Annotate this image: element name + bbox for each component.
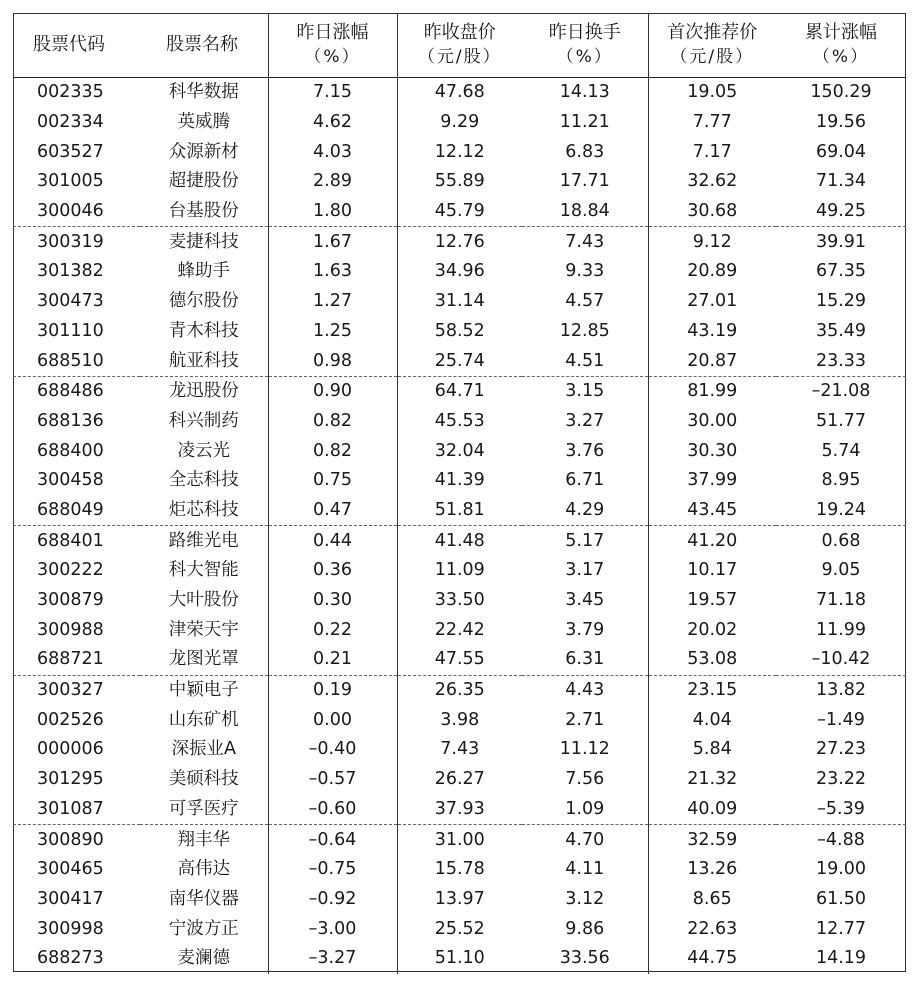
first-recommend-price-cell: 43.19: [648, 317, 776, 347]
turnover-cell: 11.12: [559, 739, 610, 760]
header-label: 昨日换手: [548, 22, 621, 43]
cumulative-change-cell: 8.95: [821, 470, 861, 491]
stock-name-cell: 蜂助手: [177, 261, 230, 282]
stock-name-cell: 科华数据: [168, 82, 239, 103]
header-turnover: [522, 13, 648, 78]
stock-name-cell: 麦捷科技: [168, 231, 239, 252]
turnover-cell: 3.12: [565, 888, 605, 909]
first-recommend-price-cell: 40.09: [648, 795, 776, 825]
first-recommend-price-cell: 19.05: [648, 78, 776, 108]
turnover-cell: 3.15: [565, 381, 605, 402]
stock-code-cell: 688273: [37, 948, 104, 969]
close-price-cell: 45.53: [397, 407, 522, 437]
cumulative-change-cell: 9.05: [821, 560, 861, 581]
first-recommend-price-cell: 8.65: [648, 885, 776, 915]
table-row: [13, 675, 906, 705]
stock-name-cell: 可孚医疗: [140, 795, 268, 825]
stock-code-cell: 300222: [37, 560, 104, 581]
cumulative-change-cell: 71.34: [815, 171, 867, 192]
close-price-cell: 51.10: [397, 944, 522, 974]
close-price-cell: 41.39: [397, 466, 522, 496]
first-recommend-price-cell: 30.00: [648, 407, 776, 437]
stock-name-cell: 翔丰华: [177, 829, 230, 850]
turnover-cell: 17.71: [559, 171, 610, 192]
daily-change-cell: 0.00: [268, 705, 397, 735]
daily-change-cell: –0.60: [268, 795, 397, 825]
daily-change-cell: 0.90: [268, 376, 397, 406]
table-row: [13, 526, 906, 556]
cumulative-change-cell: 11.99: [815, 619, 867, 640]
stock-name-cell: 众源新材: [168, 141, 239, 162]
daily-change-cell: –0.64: [268, 825, 397, 855]
close-price-cell: 26.27: [397, 765, 522, 795]
cumulative-change-cell: 19.00: [815, 859, 867, 880]
close-price-cell: 25.52: [397, 914, 522, 944]
first-recommend-price-cell: 7.17: [648, 137, 776, 167]
stock-code-cell: 300327: [37, 680, 104, 701]
turnover-cell: 11.21: [559, 112, 610, 133]
turnover-cell: 3.76: [565, 440, 605, 461]
close-price-cell: 55.89: [397, 167, 522, 197]
cumulative-change-cell: –5.39: [776, 795, 906, 825]
daily-change-cell: –0.57: [268, 765, 397, 795]
stock-code-cell: 688401: [37, 530, 104, 551]
daily-change-cell: –3.00: [268, 914, 397, 944]
turnover-cell: 3.45: [565, 590, 605, 611]
first-recommend-price-cell: 19.57: [648, 586, 776, 616]
close-price-cell: 15.78: [397, 855, 522, 885]
table-row: [13, 705, 906, 735]
first-recommend-price-cell: 44.75: [648, 944, 776, 974]
stock-name-cell: 龙迅股份: [168, 381, 239, 402]
stock-code-cell: 300890: [37, 829, 104, 850]
stock-code-cell: 301295: [37, 769, 104, 790]
close-price-cell: 47.68: [397, 78, 522, 108]
stock-name-cell: 深振业A: [171, 739, 236, 760]
stock-name-cell: 宁波方正: [168, 918, 239, 939]
cumulative-change-cell: –1.49: [817, 709, 865, 730]
turnover-cell: 3.79: [565, 619, 605, 640]
close-price-cell: 58.52: [397, 317, 522, 347]
header-label: 累计涨幅: [805, 22, 877, 43]
stock-name-cell: 科兴制药: [168, 410, 239, 431]
stock-code-cell: 300458: [37, 470, 104, 491]
table-row: [13, 556, 906, 586]
stock-code-cell: 603527: [37, 141, 104, 162]
turnover-cell: 18.84: [522, 197, 648, 227]
close-price-cell: 3.98: [397, 705, 522, 735]
daily-change-cell: 7.15: [268, 78, 397, 108]
daily-change-cell: 1.27: [268, 287, 397, 317]
close-price-cell: 22.42: [397, 615, 522, 645]
first-recommend-price-cell: 30.30: [648, 436, 776, 466]
header-unit: （%）: [304, 47, 361, 67]
first-recommend-price-cell: 53.08: [648, 645, 776, 675]
stock-name-cell: 青木科技: [168, 320, 239, 341]
daily-change-cell: 0.19: [268, 675, 397, 705]
first-recommend-price-cell: 7.77: [648, 108, 776, 138]
first-recommend-price-cell: 22.63: [648, 914, 776, 944]
header-unit: （%）: [812, 47, 870, 67]
table-row: [13, 257, 906, 287]
turnover-cell: 1.09: [522, 795, 648, 825]
first-recommend-price-cell: 43.45: [648, 496, 776, 526]
header-row: [13, 13, 906, 78]
stock-name-cell: 津荣天宇: [168, 619, 239, 640]
close-price-cell: 64.71: [397, 376, 522, 406]
first-recommend-price-cell: 41.20: [648, 526, 776, 556]
table-row: [13, 137, 906, 167]
table-row: [13, 615, 906, 645]
close-price-cell: 12.12: [397, 137, 522, 167]
stock-code-cell: 688486: [37, 381, 104, 402]
stock-code-cell: 300998: [37, 918, 104, 939]
first-recommend-price-cell: 21.32: [648, 765, 776, 795]
close-price-cell: 7.43: [397, 735, 522, 765]
header-cumulative-change: [776, 13, 906, 78]
cumulative-change-cell: 27.23: [815, 739, 867, 760]
daily-change-cell: –0.92: [268, 885, 397, 915]
header-label: 首次推荐价: [667, 22, 758, 43]
turnover-cell: 14.13: [559, 82, 610, 103]
stock-code-cell: 688510: [13, 346, 140, 376]
daily-change-cell: 0.82: [268, 436, 397, 466]
stock-code-cell: 301382: [37, 261, 104, 282]
table-row: [13, 317, 906, 347]
turnover-cell: 9.33: [565, 261, 605, 282]
daily-change-cell: 4.03: [268, 137, 397, 167]
stock-code-cell: 300417: [37, 888, 104, 909]
cumulative-change-cell: 19.24: [776, 496, 906, 526]
table-row: [13, 197, 906, 227]
first-recommend-price-cell: 20.89: [648, 257, 776, 287]
close-price-cell: 34.96: [397, 257, 522, 287]
turnover-cell: 6.71: [565, 470, 605, 491]
close-price-cell: 9.29: [397, 108, 522, 138]
cumulative-change-cell: 61.50: [815, 888, 867, 909]
header-label: 股票名称: [166, 34, 238, 55]
first-recommend-price-cell: 81.99: [648, 376, 776, 406]
cumulative-change-cell: 51.77: [815, 410, 867, 431]
table-row: [13, 586, 906, 616]
table-row: [13, 466, 906, 496]
stock-name-cell: 山东矿机: [168, 709, 239, 730]
cumulative-change-cell: 0.68: [821, 530, 861, 551]
table-row: [13, 227, 906, 257]
turnover-cell: 7.43: [565, 231, 605, 252]
cumulative-change-cell: 35.49: [815, 320, 867, 341]
daily-change-cell: 0.47: [268, 496, 397, 526]
daily-change-cell: 0.21: [268, 645, 397, 675]
cumulative-change-cell: –21.08: [811, 381, 871, 402]
table-row: [13, 346, 906, 376]
table-row: [13, 78, 906, 108]
turnover-cell: 4.70: [565, 829, 605, 850]
cumulative-change-cell: 14.19: [815, 948, 867, 969]
stock-code-cell: 301110: [37, 320, 104, 341]
cumulative-change-cell: 23.22: [815, 769, 867, 790]
table-row: [13, 436, 906, 466]
daily-change-cell: 2.89: [268, 167, 397, 197]
stock-code-cell: 300879: [37, 590, 104, 611]
first-recommend-price-cell: 23.15: [648, 675, 776, 705]
stock-code-cell: 002334: [37, 112, 104, 133]
turnover-cell: 4.51: [522, 346, 648, 376]
stock-name-cell: 大叶股份: [168, 590, 239, 611]
stock-name-cell: 凌云光: [177, 440, 230, 461]
table-row: [13, 108, 906, 138]
header-daily-change: [268, 13, 397, 78]
turnover-cell: 6.83: [565, 141, 605, 162]
close-price-cell: 32.04: [397, 436, 522, 466]
header-unit: （%）: [556, 47, 613, 67]
table-row: [13, 795, 906, 825]
daily-change-cell: –0.40: [268, 735, 397, 765]
cumulative-change-cell: 69.04: [815, 141, 867, 162]
close-price-cell: 25.74: [397, 346, 522, 376]
stock-name-cell: 路维光电: [168, 530, 239, 551]
close-price-cell: 11.09: [397, 556, 522, 586]
stock-code-cell: 301087: [13, 795, 140, 825]
close-price-cell: 33.50: [397, 586, 522, 616]
table-header: [13, 13, 906, 78]
first-recommend-price-cell: 32.62: [648, 167, 776, 197]
stock-name-cell: 中颖电子: [168, 680, 239, 701]
stock-code-cell: 002335: [37, 82, 104, 103]
close-price-cell: 41.48: [397, 526, 522, 556]
daily-change-cell: 0.36: [268, 556, 397, 586]
cumulative-change-cell: 5.74: [821, 440, 861, 461]
stock-name-cell: 德尔股份: [168, 291, 239, 312]
daily-change-cell: 0.22: [268, 615, 397, 645]
header-label: 股票代码: [33, 34, 105, 55]
stock-name-cell: 高伟达: [177, 859, 230, 880]
turnover-cell: 2.71: [565, 709, 605, 730]
close-price-cell: 26.35: [397, 675, 522, 705]
table-row: [13, 765, 906, 795]
cumulative-change-cell: 19.56: [815, 112, 867, 133]
first-recommend-price-cell: 4.04: [648, 705, 776, 735]
turnover-cell: 33.56: [559, 948, 610, 969]
table-row: [13, 407, 906, 437]
first-recommend-price-cell: 9.12: [648, 227, 776, 257]
first-recommend-price-cell: 20.87: [648, 346, 776, 376]
table-row: [13, 645, 906, 675]
daily-change-cell: 1.63: [268, 257, 397, 287]
header-unit: （元/股）: [670, 47, 755, 67]
turnover-cell: 12.85: [559, 320, 610, 341]
first-recommend-price-cell: 27.01: [648, 287, 776, 317]
daily-change-cell: 0.82: [268, 407, 397, 437]
first-recommend-price-cell: 30.68: [648, 197, 776, 227]
table-row: [13, 376, 906, 406]
cumulative-change-cell: 49.25: [776, 197, 906, 227]
stock-name-cell: 龙图光罩: [140, 645, 268, 675]
close-price-cell: 12.76: [397, 227, 522, 257]
cumulative-change-cell: –10.42: [776, 645, 906, 675]
stock-name-cell: 美硕科技: [168, 769, 239, 790]
cumulative-change-cell: 13.82: [815, 680, 867, 701]
first-recommend-price-cell: 32.59: [648, 825, 776, 855]
turnover-cell: 4.29: [522, 496, 648, 526]
cumulative-change-cell: 150.29: [810, 82, 872, 103]
stock-name-cell: 台基股份: [140, 197, 268, 227]
stock-code-cell: 000006: [37, 739, 104, 760]
stock-table: [13, 13, 906, 974]
daily-change-cell: 1.67: [268, 227, 397, 257]
table-body: [13, 78, 906, 974]
first-recommend-price-cell: 13.26: [648, 855, 776, 885]
header-close-price: [397, 13, 522, 78]
daily-change-cell: –3.27: [268, 944, 397, 974]
close-price-cell: 31.00: [397, 825, 522, 855]
stock-code-cell: 688049: [13, 496, 140, 526]
stock-code-cell: 688721: [13, 645, 140, 675]
daily-change-cell: 0.75: [268, 466, 397, 496]
turnover-cell: 5.17: [565, 530, 605, 551]
stock-name-cell: 英威腾: [177, 112, 230, 133]
header-first-recommend-price: [648, 13, 776, 78]
stock-name-cell: 炬芯科技: [140, 496, 268, 526]
stock-code-cell: 300473: [37, 291, 104, 312]
turnover-cell: 6.31: [522, 645, 648, 675]
daily-change-cell: 0.44: [268, 526, 397, 556]
cumulative-change-cell: 67.35: [815, 261, 867, 282]
header-label: 昨收盘价: [423, 22, 496, 43]
close-price-cell: 13.97: [397, 885, 522, 915]
cumulative-change-cell: 39.91: [815, 231, 867, 252]
turnover-cell: 3.17: [565, 560, 605, 581]
first-recommend-price-cell: 5.84: [648, 735, 776, 765]
stock-code-cell: 300319: [37, 231, 104, 252]
stock-name-cell: 超捷股份: [168, 171, 239, 192]
stock-code-cell: 688136: [37, 410, 104, 431]
header-stock-name: [140, 13, 268, 78]
table-row: [13, 914, 906, 944]
turnover-cell: 4.57: [565, 291, 605, 312]
table-row: [13, 855, 906, 885]
close-price-cell: 51.81: [397, 496, 522, 526]
turnover-cell: 3.27: [565, 410, 605, 431]
header-label: 昨日涨幅: [296, 22, 369, 43]
table-row: [13, 287, 906, 317]
stock-code-cell: 002526: [37, 709, 104, 730]
stock-name-cell: 麦澜德: [177, 948, 230, 969]
first-recommend-price-cell: 10.17: [648, 556, 776, 586]
turnover-cell: 4.11: [565, 859, 605, 880]
stock-code-cell: 688400: [37, 440, 104, 461]
stock-code-cell: 301005: [37, 171, 104, 192]
first-recommend-price-cell: 20.02: [648, 615, 776, 645]
header-stock-code: [13, 13, 140, 78]
cumulative-change-cell: 23.33: [776, 346, 906, 376]
daily-change-cell: 1.25: [268, 317, 397, 347]
close-price-cell: 31.14: [397, 287, 522, 317]
turnover-cell: 7.56: [565, 769, 605, 790]
stock-code-cell: 300046: [13, 197, 140, 227]
cumulative-change-cell: 15.29: [815, 291, 867, 312]
turnover-cell: 4.43: [565, 680, 605, 701]
turnover-cell: 9.86: [565, 918, 605, 939]
table-row: [13, 496, 906, 526]
table-row: [13, 885, 906, 915]
table-row: [13, 167, 906, 197]
first-recommend-price-cell: 37.99: [648, 466, 776, 496]
table-row: [13, 735, 906, 765]
table-row: [13, 944, 906, 974]
cumulative-change-cell: 12.77: [815, 918, 867, 939]
daily-change-cell: –0.75: [268, 855, 397, 885]
stock-code-cell: 300988: [37, 619, 104, 640]
stock-name-cell: 科大智能: [168, 560, 239, 581]
daily-change-cell: 0.98: [268, 346, 397, 376]
close-price-cell: 47.55: [397, 645, 522, 675]
cumulative-change-cell: –4.88: [817, 829, 865, 850]
daily-change-cell: 1.80: [268, 197, 397, 227]
cumulative-change-cell: 71.18: [815, 590, 867, 611]
stock-name-cell: 南华仪器: [168, 888, 239, 909]
table-row: [13, 825, 906, 855]
daily-change-cell: 4.62: [268, 108, 397, 138]
header-unit: （元/股）: [417, 47, 502, 67]
daily-change-cell: 0.30: [268, 586, 397, 616]
close-price-cell: 45.79: [397, 197, 522, 227]
stock-name-cell: 航亚科技: [140, 346, 268, 376]
stock-name-cell: 全志科技: [168, 470, 239, 491]
close-price-cell: 37.93: [397, 795, 522, 825]
stock-code-cell: 300465: [37, 859, 104, 880]
